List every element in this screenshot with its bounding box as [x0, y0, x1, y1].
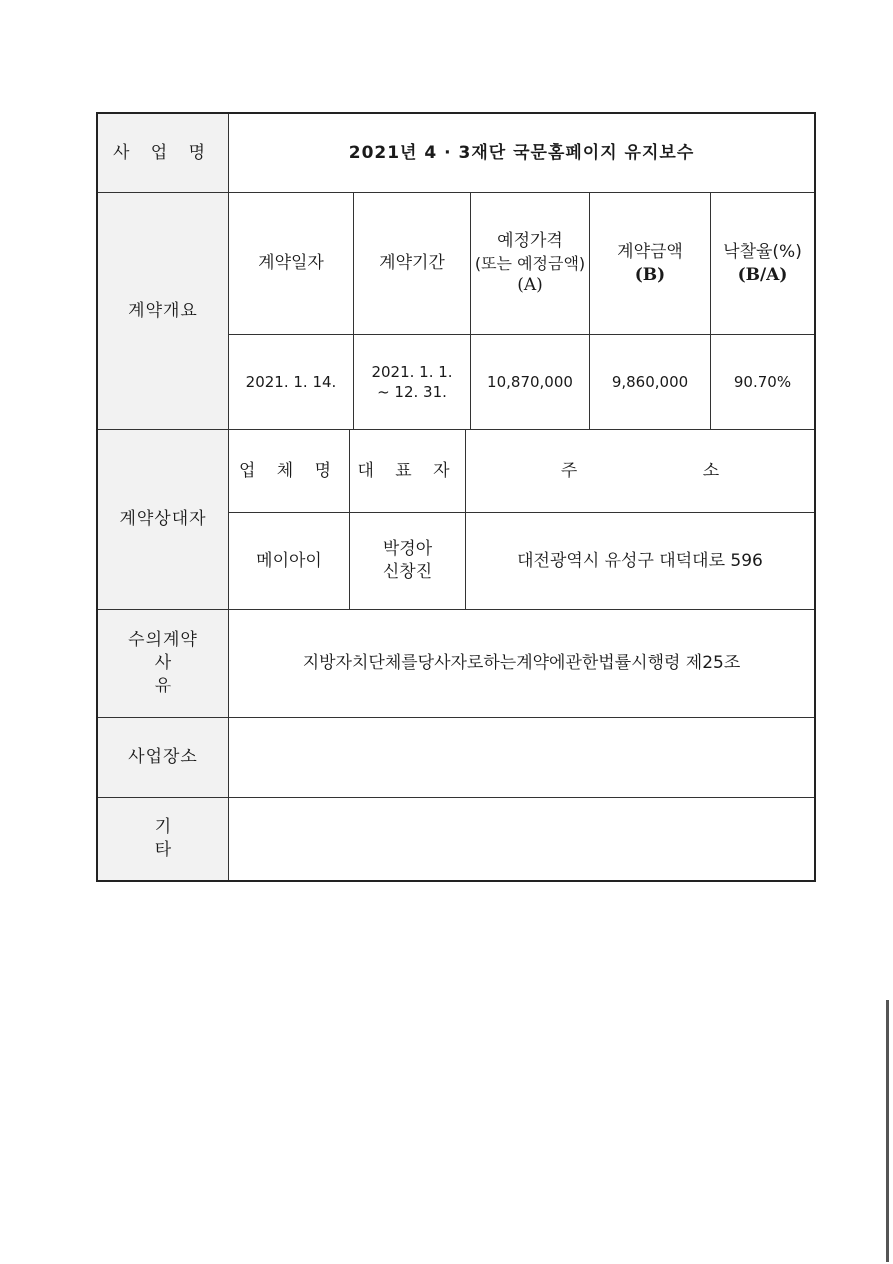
project-name-label: 사 업 명 — [98, 114, 228, 192]
site-label: 사업장소 — [98, 718, 228, 797]
value-representative: 박경아 신창진 — [382, 539, 433, 582]
header-bid-rate: 낙찰율(%) (B/A) — [723, 241, 802, 285]
scan-edge-mark — [886, 1000, 889, 1262]
header-contract-date: 계약일자 — [258, 253, 324, 274]
value-contract-date: 2021. 1. 14. — [245, 372, 337, 391]
etc-value — [229, 798, 814, 880]
contractor-label: 계약상대자 — [98, 430, 228, 609]
reason-label: 수의계약 사 유 — [98, 610, 228, 717]
value-company-name: 메이아이 — [256, 550, 322, 571]
reason-value: 지방자치단체를당사자로하는계약에관한법률시행령 제25조 — [302, 653, 741, 674]
header-estimated-price: 예정가격 (또는 예정금액) (A) — [474, 230, 586, 296]
value-bid-rate: 90.70% — [733, 372, 792, 391]
value-contract-amount: 9,860,000 — [611, 372, 689, 391]
project-title: 2021년 4 · 3재단 국문홈페이지 유지보수 — [348, 142, 695, 163]
value-contract-period: 2021. 1. 1. ~ 12. 31. — [371, 362, 453, 401]
contract-summary-table — [96, 112, 816, 882]
value-address: 대전광역시 유성구 대덕대로 596 — [517, 550, 763, 571]
header-company-name: 업 체 명 — [238, 460, 340, 481]
overview-label: 계약개요 — [98, 193, 228, 429]
header-address: 주 소 — [560, 460, 780, 481]
etc-label: 기 타 — [98, 798, 228, 880]
site-value — [229, 718, 814, 797]
header-contract-amount: 계약금액 (B) — [617, 241, 683, 285]
header-contract-period: 계약기간 — [379, 253, 445, 274]
value-estimated-price: 10,870,000 — [487, 372, 573, 391]
header-representative: 대 표 자 — [357, 460, 458, 481]
